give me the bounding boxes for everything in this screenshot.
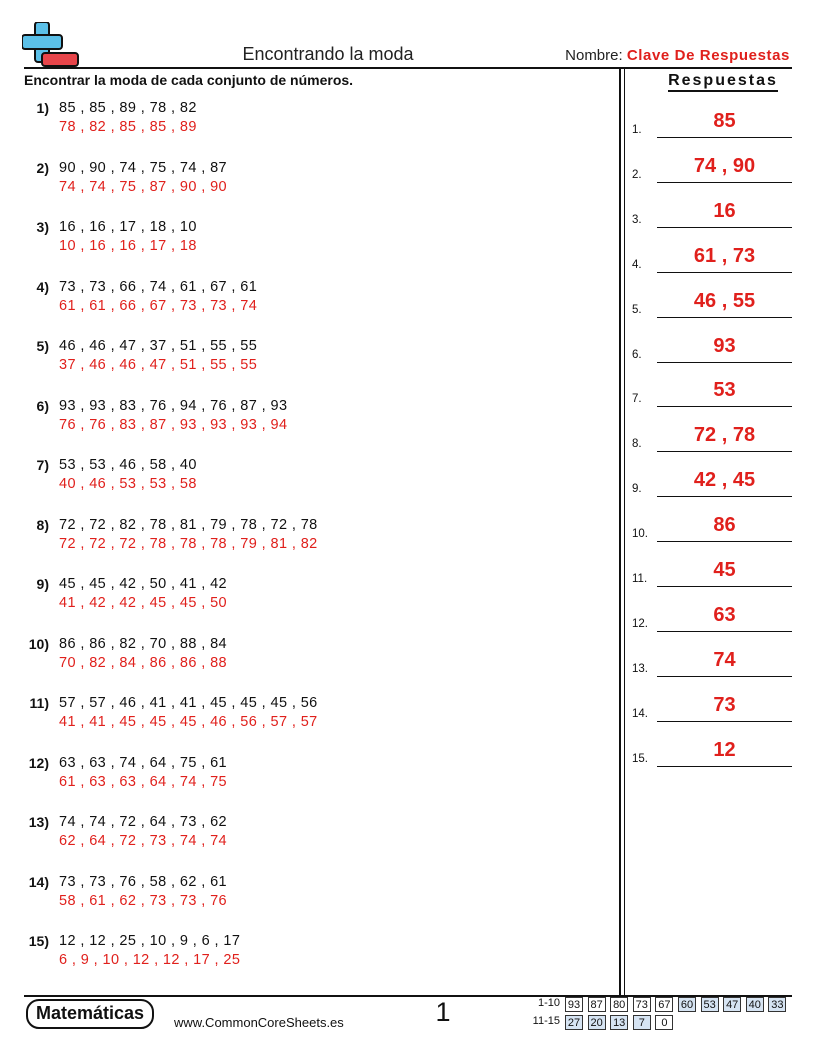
answer-value: 86 (713, 514, 736, 537)
number-set: 85 , 85 , 89 , 78 , 82 (59, 100, 197, 116)
answer-value: 53 (713, 379, 736, 402)
answer-line (657, 182, 792, 183)
answer-value: 46 , 55 (693, 289, 756, 312)
problem-number: 7) (36, 457, 49, 473)
answer-value: 16 (713, 199, 736, 222)
answer-line (657, 317, 792, 318)
number-set: 93 , 93 , 83 , 76 , 94 , 76 , 87 , 93 (59, 397, 288, 414)
score-key-cell: 7 (633, 1015, 651, 1030)
answer-line (657, 137, 792, 138)
sorted-number-set: 62 , 64 , 72 , 73 , 74 , 74 (59, 833, 227, 849)
answer-number: 1. (632, 124, 642, 136)
problem-number: 5) (36, 338, 49, 354)
problem-number: 1) (36, 100, 49, 116)
answer-number: 15. (632, 752, 648, 765)
answer-line (657, 721, 792, 722)
answer-number: 3. (632, 213, 642, 226)
answer-line (657, 766, 792, 767)
answer-value: 12 (713, 738, 736, 761)
number-set: 46 , 46 , 47 , 37 , 51 , 55 , 55 (59, 338, 258, 354)
number-set: 57 , 57 , 46 , 41 , 41 , 45 , 45 , 45 , 56 (59, 695, 318, 711)
score-key-label-11-15: 11-15 (532, 1015, 560, 1027)
answer-number: 9. (632, 483, 642, 496)
sorted-number-set: 40 , 46 , 53 , 53 , 58 (59, 476, 197, 492)
answer-line (657, 272, 792, 273)
answer-value: 42 , 45 (693, 469, 756, 492)
problem-number: 11) (29, 695, 49, 711)
number-set: 74 , 74 , 72 , 64 , 73 , 62 (59, 814, 227, 830)
answer-value: 63 (713, 603, 736, 626)
answer-item (632, 467, 792, 497)
sorted-number-set: 76 , 76 , 83 , 87 , 93 , 93 , 93 , 94 (59, 416, 288, 433)
sorted-number-set: 61 , 63 , 63 , 64 , 74 , 75 (59, 773, 227, 790)
problem-number: 10) (28, 635, 49, 652)
score-key-cell: 20 (588, 1015, 606, 1030)
number-set: 63 , 63 , 74 , 64 , 75 , 61 (59, 754, 227, 771)
problem-number: 13) (28, 814, 49, 830)
problem-number: 2) (36, 159, 49, 176)
instructions: Encontrar la moda de cada conjunto de números. (24, 72, 354, 88)
score-key-cell: 40 (746, 997, 764, 1012)
site-url: www.CommonCoreSheets.es (174, 1015, 344, 1030)
answers-heading: Respuestas (628, 72, 816, 90)
score-key-cell: 13 (610, 1015, 628, 1030)
problem-number: 14) (28, 873, 49, 890)
score-key-cell: 33 (768, 997, 786, 1012)
score-key-cell: 60 (678, 997, 696, 1012)
answer-value: 85 (713, 110, 736, 132)
answer-item (632, 377, 792, 407)
answer-item (632, 333, 792, 363)
answer-item (632, 602, 792, 632)
sorted-number-set: 74 , 74 , 75 , 87 , 90 , 90 (59, 178, 227, 195)
footer-divider (24, 995, 792, 997)
answer-item (632, 108, 792, 138)
answer-number: 8. (632, 438, 642, 451)
sorted-number-set: 61 , 61 , 66 , 67 , 73 , 73 , 74 (59, 297, 258, 314)
sorted-number-set: 70 , 82 , 84 , 86 , 86 , 88 (59, 654, 227, 671)
answer-item (632, 737, 792, 767)
name-field (565, 47, 790, 64)
number-set: 12 , 12 , 25 , 10 , 9 , 6 , 17 (59, 933, 241, 949)
worksheet-title: Encontrando la moda (242, 44, 414, 64)
problem-number: 12) (28, 754, 49, 771)
score-key-cell: 53 (701, 997, 719, 1012)
number-set: 45 , 45 , 42 , 50 , 41 , 42 (59, 576, 227, 592)
score-key-cell: 0 (655, 1015, 673, 1030)
answer-value: 45 (713, 559, 736, 581)
sorted-number-set: 58 , 61 , 62 , 73 , 73 , 76 (59, 892, 227, 909)
answer-item (632, 512, 792, 542)
answer-number: 5. (632, 303, 642, 316)
sorted-number-set: 6 , 9 , 10 , 12 , 12 , 17 , 25 (59, 952, 241, 968)
sorted-number-set: 41 , 42 , 42 , 45 , 45 , 50 (59, 595, 227, 611)
answer-item (632, 422, 792, 452)
score-key-cell: 47 (723, 997, 741, 1012)
brand-badge: Matemáticas (26, 999, 154, 1029)
problem-number: 9) (36, 576, 49, 592)
answer-line (657, 227, 792, 228)
answer-number: 11. (632, 573, 648, 585)
answer-column-divider-left (619, 69, 621, 996)
answer-number: 12. (632, 617, 648, 630)
answer-number: 7. (632, 393, 642, 406)
score-key-cell: 67 (655, 997, 673, 1012)
answer-value: 73 (713, 693, 736, 716)
number-set: 53 , 53 , 46 , 58 , 40 (59, 457, 197, 473)
problem-number: 3) (36, 219, 49, 235)
answer-item (632, 198, 792, 228)
number-set: 16 , 16 , 17 , 18 , 10 (59, 219, 197, 235)
answer-number: 6. (632, 348, 642, 361)
number-set: 90 , 90 , 74 , 75 , 74 , 87 (59, 159, 227, 176)
problem-number: 6) (36, 397, 49, 414)
answer-column-divider-right (624, 69, 626, 996)
number-set: 86 , 86 , 82 , 70 , 88 , 84 (59, 635, 227, 652)
answer-line (657, 451, 792, 452)
answer-item (632, 557, 792, 587)
number-set: 73 , 73 , 76 , 58 , 62 , 61 (59, 873, 227, 890)
name-value: Clave De Respuestas (626, 47, 790, 64)
page-number: 1 (435, 997, 451, 1027)
score-key-cell: 27 (565, 1015, 583, 1030)
answer-line (657, 676, 792, 677)
answer-value: 61 , 73 (693, 244, 756, 267)
answer-item (632, 288, 792, 318)
score-key-cell: 80 (610, 997, 628, 1012)
problem-number: 4) (36, 278, 49, 295)
score-key-cell: 87 (588, 997, 606, 1012)
number-set: 72 , 72 , 82 , 78 , 81 , 79 , 78 , 72 , 78 (59, 516, 318, 533)
score-key-cell: 73 (633, 997, 651, 1012)
answer-line (657, 631, 792, 632)
answer-number: 13. (632, 662, 648, 675)
answer-item (632, 243, 792, 273)
answer-number: 14. (632, 707, 648, 720)
sorted-number-set: 41 , 41 , 45 , 45 , 45 , 46 , 56 , 57 , 57 (59, 714, 318, 730)
answer-value: 72 , 78 (693, 424, 756, 447)
answer-line (657, 362, 792, 363)
answer-number: 2. (632, 168, 642, 181)
answer-item (632, 153, 792, 183)
problem-number: 8) (36, 516, 49, 533)
sorted-number-set: 37 , 46 , 46 , 47 , 51 , 55 , 55 (59, 357, 258, 373)
problem-number: 15) (28, 933, 49, 949)
answer-value: 74 , 90 (693, 154, 756, 177)
sorted-number-set: 72 , 72 , 72 , 78 , 78 , 78 , 79 , 81 , 82 (59, 535, 318, 552)
answer-line (657, 496, 792, 497)
sorted-number-set: 78 , 82 , 85 , 85 , 89 (59, 119, 197, 135)
answer-value: 93 (713, 334, 736, 357)
answer-number: 10. (632, 528, 648, 541)
sorted-number-set: 10 , 16 , 16 , 17 , 18 (59, 238, 197, 254)
answer-line (657, 586, 792, 587)
answer-item (632, 647, 792, 677)
answer-item (632, 692, 792, 722)
score-key-cell: 93 (565, 997, 583, 1012)
name-label: Nombre: (565, 47, 623, 64)
score-key-label-1-10: 1-10 (537, 997, 560, 1009)
answer-value: 74 (713, 648, 736, 671)
answer-number: 4. (632, 258, 642, 271)
number-set: 73 , 73 , 66 , 74 , 61 , 67 , 61 (59, 278, 258, 295)
answer-line (657, 406, 792, 407)
answer-line (657, 541, 792, 542)
header-divider (24, 67, 792, 69)
